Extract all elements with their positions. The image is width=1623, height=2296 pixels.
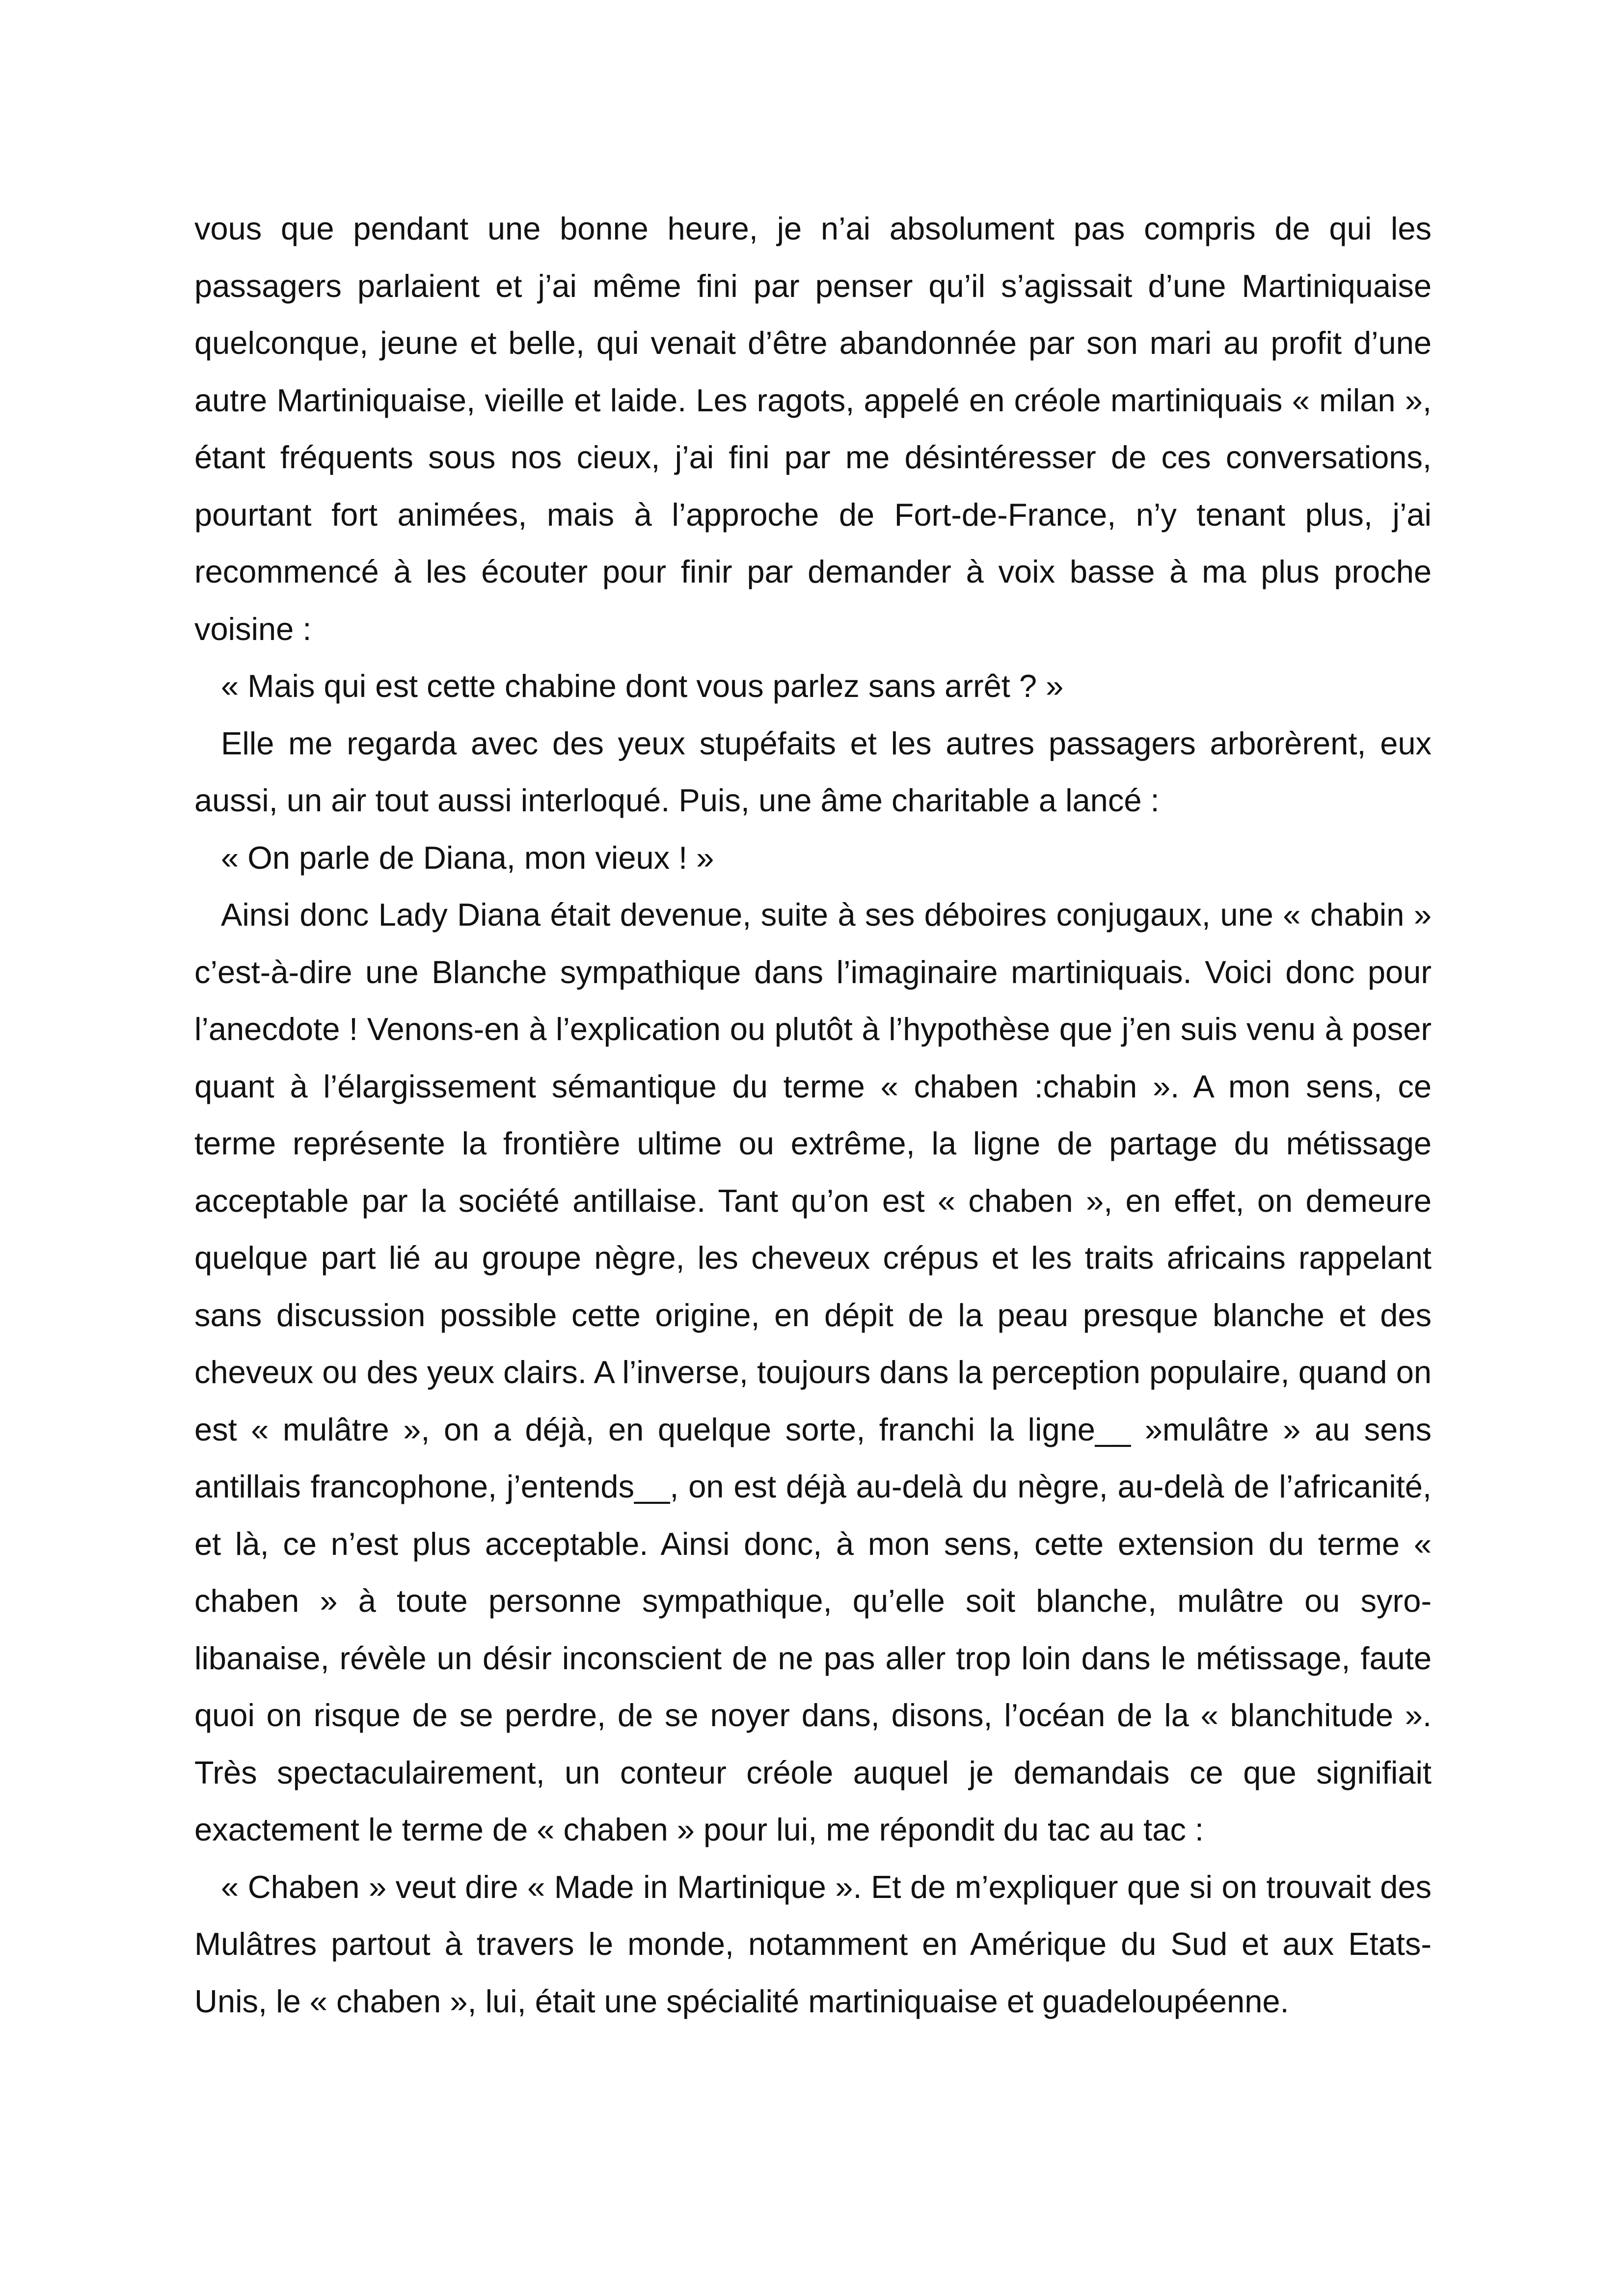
paragraph: vous que pendant une bonne heure, je n’ai absolument pas compris de qui les passagers parlaient et j’ai même fini par penser qu’il s’agissait d’une Martiniquaise quelconque, jeune et belle, qui venait d’être abandonnée par son mari au profit d’une autre Martiniquaise, vieille et laide. Les ragots, appelé en créole martiniquais « milan », étant fréquents sous nos cieux, j’ai fini par me désintéresser de ces conversations, pourtant fort animées, mais à l’approche de Fort-de-France, n’y tenant plus, j’ai recommencé à les écouter pour finir par demander à voix basse à ma plus proche voisine : xyxy=(194,211,1432,647)
paragraph: Ainsi donc Lady Diana était devenue, suite à ses déboires conjugaux, une « chabin » c’est-à-dire une Blanche sympathique dans l’imaginaire martiniquais. Voici donc pour l’anecdote ! Venons-en à l’explication ou plutôt à l’hypothèse que j’en suis venu à poser quant à l’élargissement sémantique du terme « chaben :chabin ». A mon sens, ce terme représente la frontière ultime ou extrême, la ligne de partage du métissage acceptable par la société antillaise. Tant qu’on est « chaben », en effet, on demeure quelque part lié au groupe nègre, les cheveux crépus et les traits africains rappelant sans discussion possible cette origine, en dépit de la peau presque blanche et des cheveux ou des yeux clairs. A l’inverse, toujours dans la perception populaire, quand on est « mulâtre », on a déjà, en quelque sorte, franchi la ligne__ »mulâtre » au sens antillais francophone, j’entends__, on est déjà au-delà du nègre, au-delà de l’africanité, et là, ce n’est plus acceptable. Ainsi donc, à mon sens, cette extension du terme « chaben » à toute personne sympathique, qu’elle soit blanche, mulâtre ou syro-libanaise, révèle un désir inconscient de ne pas aller trop loin dans le métissage, faute quoi on risque de se perdre, de se noyer dans, disons, l’océan de la « blanchitude ». Très spectaculairement, un conteur créole auquel je demandais ce que signifiait exactement le terme de « chaben » pour lui, me répondit du tac au tac : xyxy=(194,897,1432,1847)
paragraph: « Mais qui est cette chabine dont vous parlez sans arrêt ? » xyxy=(221,668,1064,704)
paragraph: « Chaben » veut dire « Made in Martinique ». Et de m’expliquer que si on trouvait des Mulâtres partout à travers le monde, notamment en Amérique du Sud et aux Etats-Unis, le « chaben », lui, était une spécialité martiniquaise et guadeloupéenne. xyxy=(194,1869,1432,2019)
paragraph: Elle me regarda avec des yeux stupéfaits et les autres passagers arborèrent, eux aussi, un air tout aussi interloqué. Puis, une âme charitable a lancé : xyxy=(194,725,1432,818)
paragraph: « On parle de Diana, mon vieux ! » xyxy=(221,839,714,876)
body-text xyxy=(194,200,1432,2030)
